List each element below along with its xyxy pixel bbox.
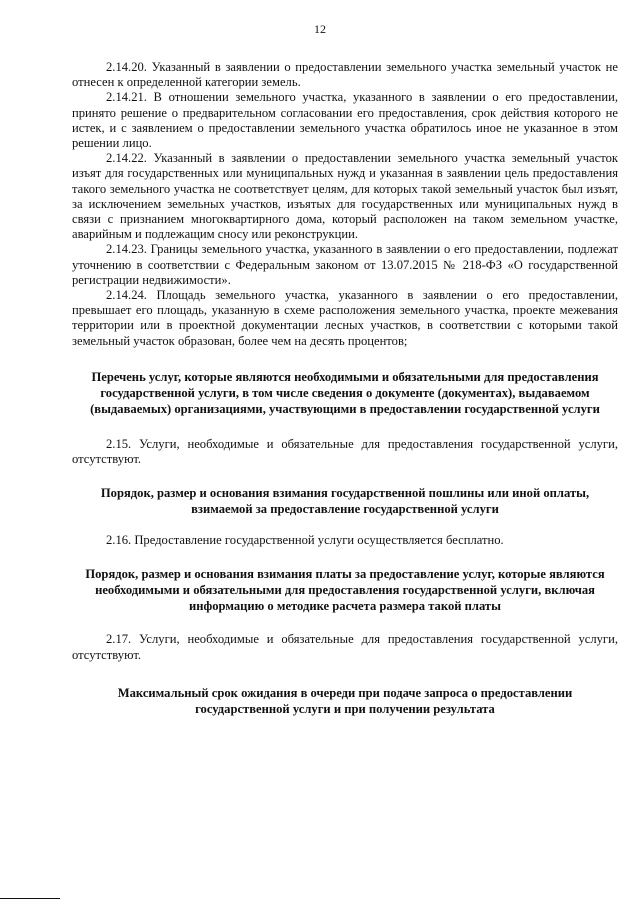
section-heading-fee-for-services: Порядок, размер и основания взимания платы за предоставление услуг, которые являются необходимыми и обязательными для предоставления государственной услуги, включая информацию о методике расчета размера такой платы (85, 567, 605, 614)
section-heading-necessary-services: Перечень услуг, которые являются необходимыми и обязательными для предоставления государственной услуги, в том числе сведения о документе (документах), выдаваемом (выдаваемых) организациями, участвующими в предоставлении государственной услуги (90, 369, 600, 416)
paragraph-2-17: 2.17. Услуги, необходимые и обязательные для предоставления государственной услуги, отсутствуют. (72, 632, 618, 662)
footnote-separator (0, 898, 60, 899)
section-heading-state-fee: Порядок, размер и основания взимания государственной пошлины или иной оплаты, взимаемой за предоставление государственной услуги (100, 486, 590, 517)
paragraph-2-14-23: 2.14.23. Границы земельного участка, указанного в заявлении о его предоставлении, подлежат уточнению в соответствии с Федеральным законом от 13.07.2015 № 218-ФЗ «О государственной регистрации недвижимости». (72, 242, 618, 287)
paragraph-2-14-24: 2.14.24. Площадь земельного участка, указанного в заявлении о его предоставлении, превышает его площадь, указанную в схеме расположения земельного участка, проекте межевания территории или в проектной документации лесных участков, в соответствии с которыми такой земельный участок образован, более чем на десять процентов; (72, 288, 618, 348)
paragraph-2-15: 2.15. Услуги, необходимые и обязательные для предоставления государственной услуги, отсутствуют. (72, 436, 618, 467)
document-body (72, 60, 618, 717)
paragraph-2-14-21: 2.14.21. В отношении земельного участка, указанного в заявлении о его предоставлении, принято решение о предварительном согласовании его предоставления, срок действия которого не истек, и с заявлением о предоставлении земельного участка обратилось иное не указанное в этом решении лицо. (72, 90, 618, 151)
page-number: 12 (314, 22, 326, 36)
paragraph-2-14-22: 2.14.22. Указанный в заявлении о предоставлении земельного участка земельный участок изъят для государственных или муниципальных нужд и указанная в заявлении цель предоставления такого земельного участка не соответствует целям, для которых такой земельный участок был изъят, за исключением земельных участков, изъятых для государственных или муниципальных нужд в связи с признанием многоквартирного дома, который расположен на таком земельном участке, аварийным и подлежащим сносу или реконструкции. (72, 151, 618, 242)
paragraph-2-14-20: 2.14.20. Указанный в заявлении о предоставлении земельного участка земельный участок не отнесен к определенной категории земель. (72, 60, 618, 90)
section-heading-waiting-time: Максимальный срок ожидания в очереди при подаче запроса о предоставлении государственной услуги и при получении результата (117, 685, 573, 716)
paragraph-2-16: 2.16. Предоставление государственной услуги осуществляется бесплатно. (106, 533, 504, 548)
